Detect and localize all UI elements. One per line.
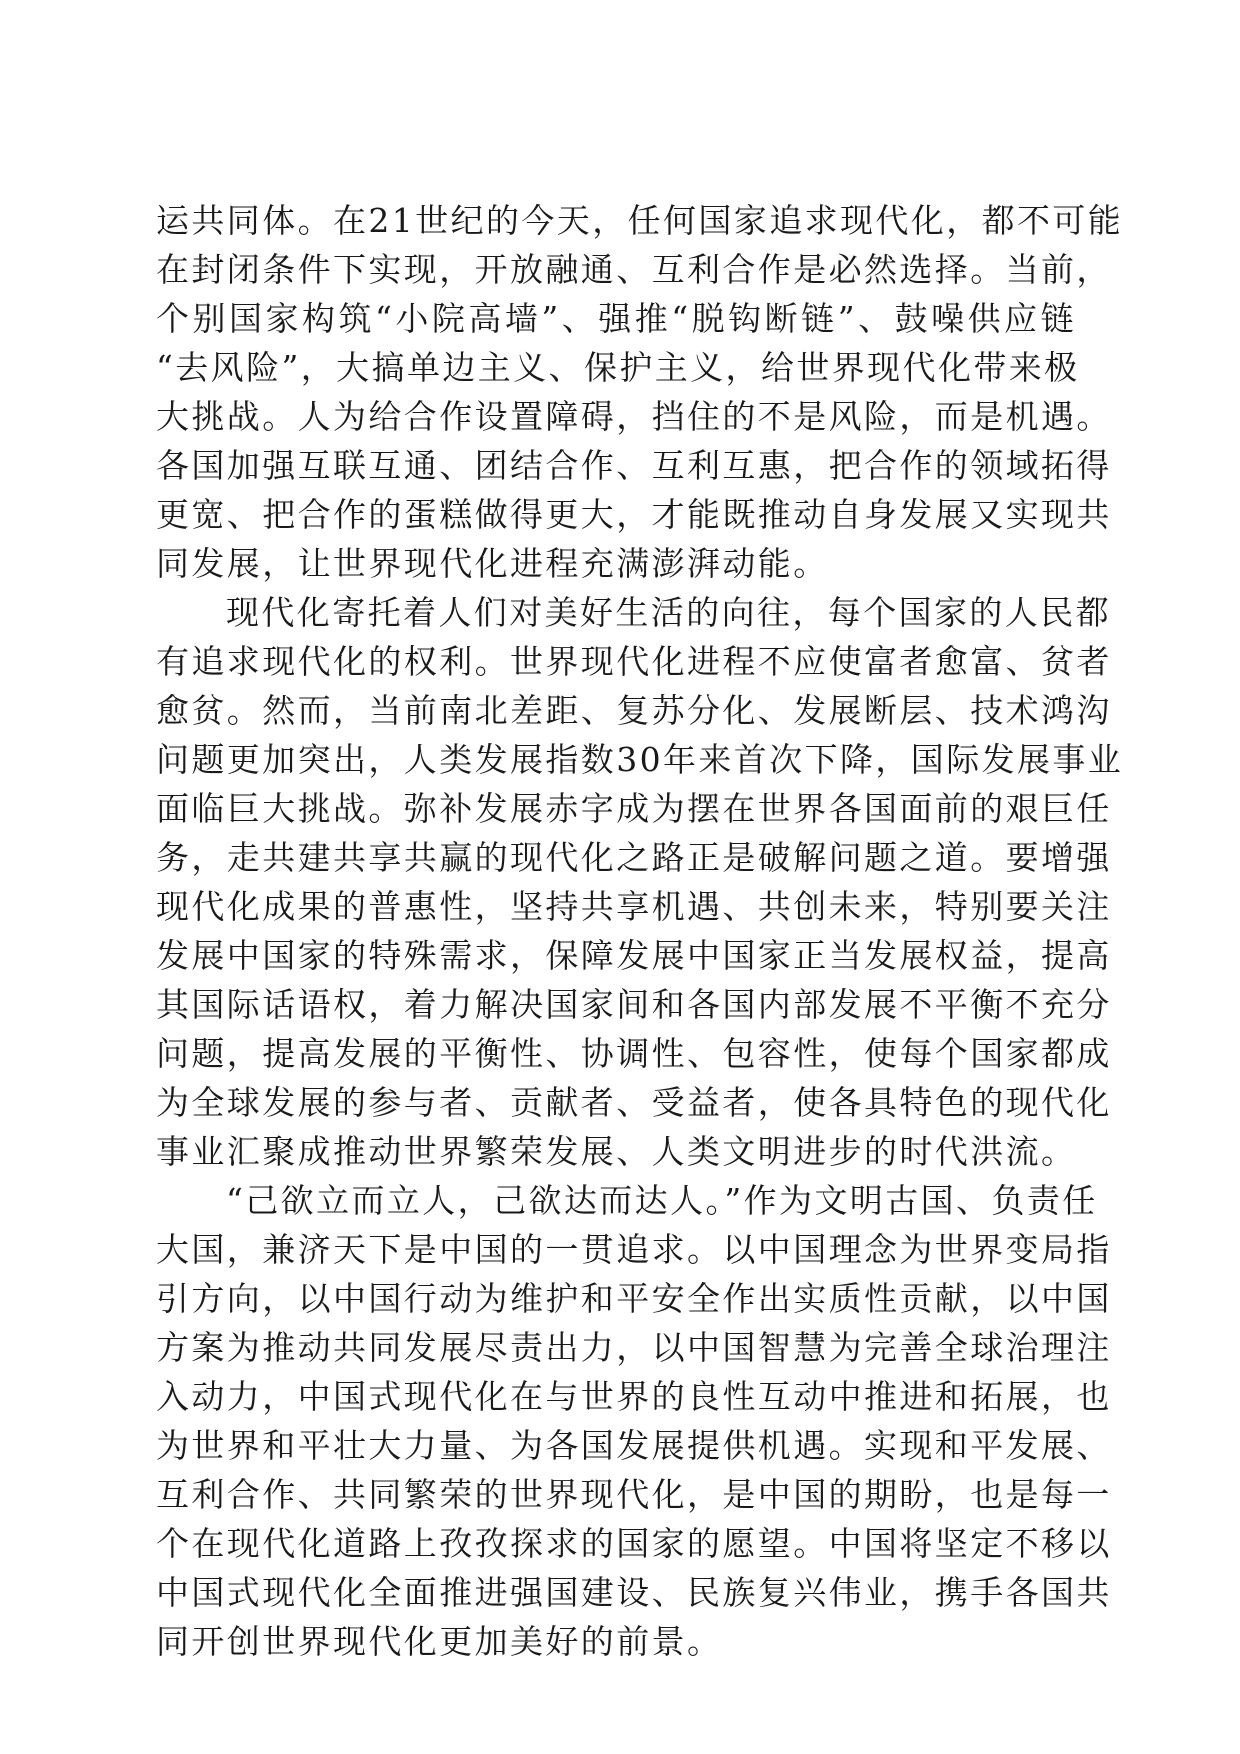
text-line: 现代化成果的普惠性，坚持共享机遇、共创未来，特别要关注: [156, 887, 1112, 926]
text-line: 同发展，让世界现代化进程充满澎湃动能。: [156, 544, 829, 583]
body-text: [156, 196, 1124, 1666]
paragraph-3: [156, 1176, 1112, 1666]
text-line: 同开创世界现代化更加美好的前景。: [156, 1622, 723, 1661]
text-line: 现代化寄托着人们对美好生活的向往，每个国家的人民都: [226, 593, 1111, 632]
text-line: 个别国家构筑“小院高墙”、强推“脱钩断链”、鼓噪供应链: [156, 299, 1076, 338]
text-line: 各国加强互联互通、团结合作、互利互惠，把合作的领域拓得: [156, 446, 1112, 485]
text-line: “去风险”，大搞单边主义、保护主义，给世界现代化带来极: [156, 348, 1080, 387]
text-line: 方案为推动共同发展尽责出力，以中国智慧为完善全球治理注: [156, 1328, 1112, 1367]
text-line: 为世界和平壮大力量、为各国发展提供机遇。实现和平发展、: [156, 1426, 1112, 1465]
text-line: 问题，提高发展的平衡性、协调性、包容性，使每个国家都成: [156, 1034, 1112, 1073]
text-line: 入动力，中国式现代化在与世界的良性互动中推进和拓展，也: [156, 1377, 1112, 1416]
text-line: 大国，兼济天下是中国的一贯追求。以中国理念为世界变局指: [156, 1230, 1112, 1269]
paragraph-2: [156, 588, 1124, 1176]
text-line: 发展中国家的特殊需求，保障发展中国家正当发展权益，提高: [156, 936, 1112, 975]
text-line: 运共同体。在21世纪的今天，任何国家追求现代化，都不可能: [156, 201, 1124, 240]
text-line: 互利合作、共同繁荣的世界现代化，是中国的期盼，也是每一: [156, 1475, 1112, 1514]
text-line: 为全球发展的参与者、贡献者、受益者，使各具特色的现代化: [156, 1083, 1112, 1122]
text-line: 其国际话语权，着力解决国家间和各国内部发展不平衡不充分: [156, 985, 1112, 1024]
text-line: 在封闭条件下实现，开放融通、互利合作是必然选择。当前，: [156, 250, 1112, 289]
text-line: 中国式现代化全面推进强国建设、民族复兴伟业，携手各国共: [156, 1573, 1112, 1612]
text-line: 事业汇聚成推动世界繁荣发展、人类文明进步的时代洪流。: [156, 1132, 1077, 1171]
text-line: 问题更加突出，人类发展指数30年来首次下降，国际发展事业: [156, 740, 1124, 779]
text-line: 引方向，以中国行动为维护和平安全作出实质性贡献，以中国: [156, 1279, 1112, 1318]
paragraph-1: [156, 196, 1124, 588]
text-line: 个在现代化道路上孜孜探求的国家的愿望。中国将坚定不移以: [156, 1524, 1112, 1563]
text-line: “己欲立而立人，己欲达而达人。”作为文明古国、负责任: [226, 1181, 1098, 1220]
text-line: 有追求现代化的权利。世界现代化进程不应使富者愈富、贫者: [156, 642, 1112, 681]
text-line: 面临巨大挑战。弥补发展赤字成为摆在世界各国面前的艰巨任: [156, 789, 1112, 828]
text-line: 务，走共建共享共赢的现代化之路正是破解问题之道。要增强: [156, 838, 1112, 877]
text-line: 大挑战。人为给合作设置障碍，挡住的不是风险，而是机遇。: [156, 397, 1112, 436]
text-line: 愈贫。然而，当前南北差距、复苏分化、发展断层、技术鸿沟: [156, 691, 1112, 730]
text-line: 更宽、把合作的蛋糕做得更大，才能既推动自身发展又实现共: [156, 495, 1112, 534]
